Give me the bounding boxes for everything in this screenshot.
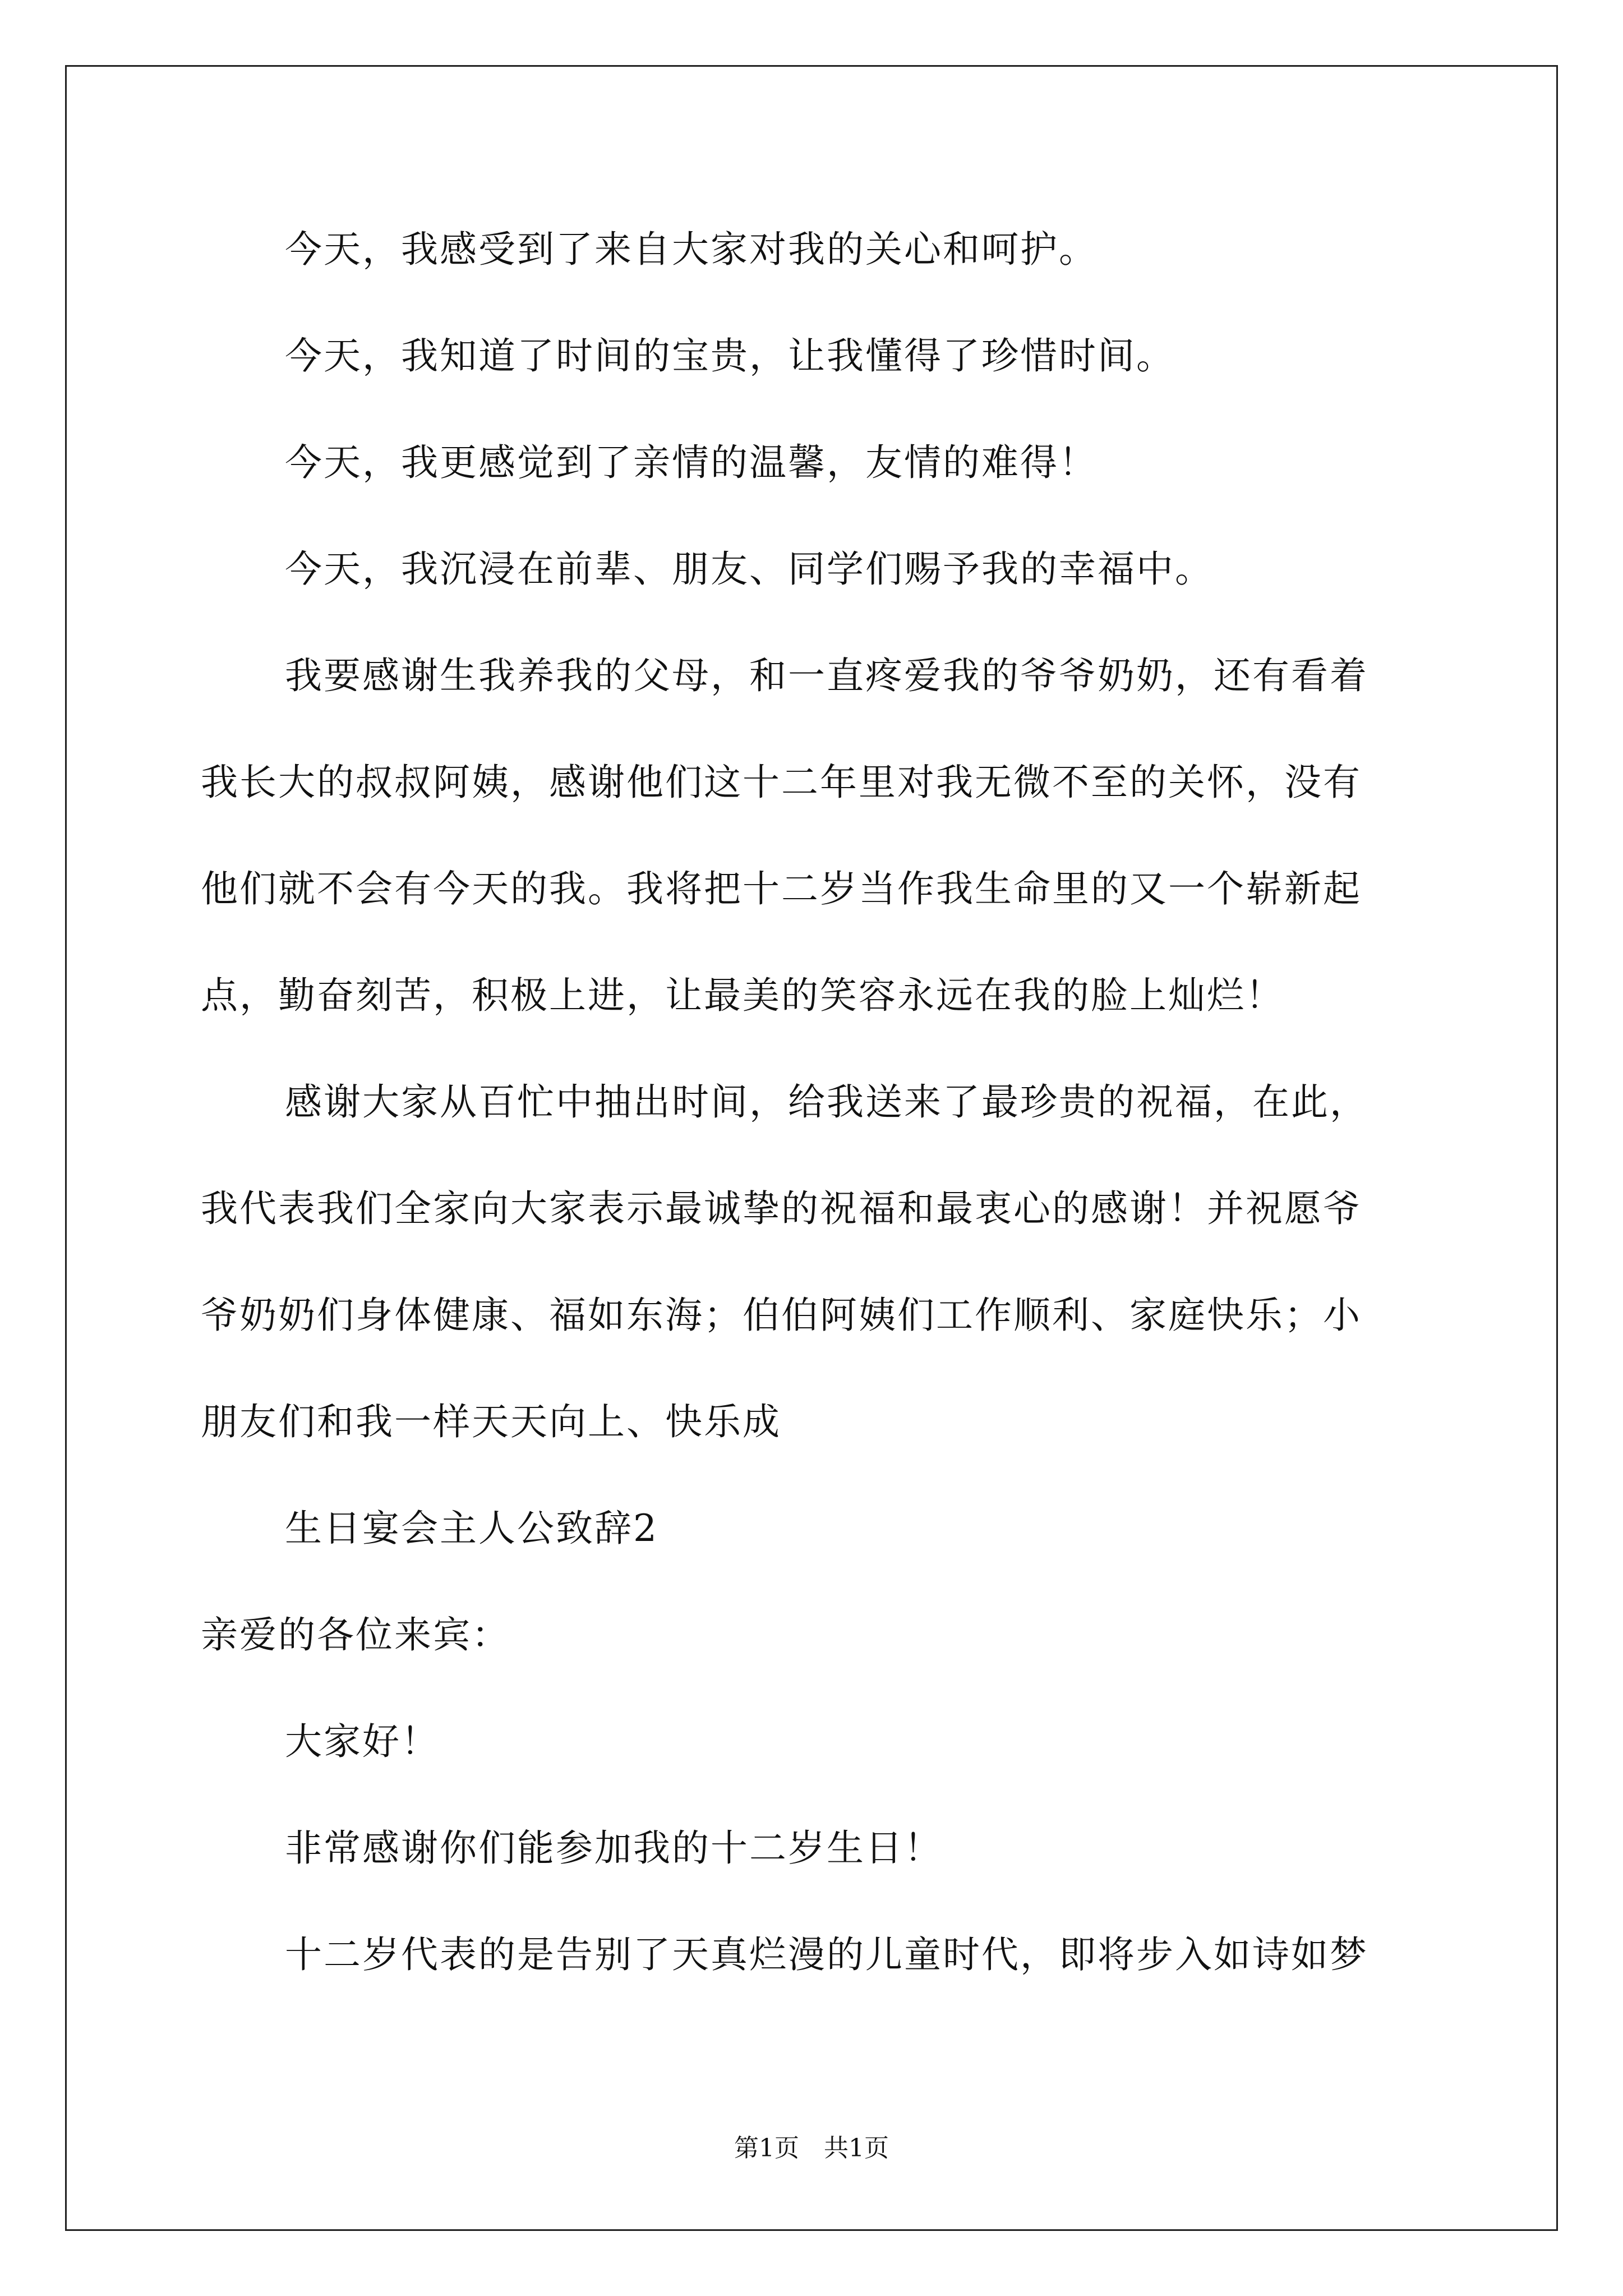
paragraph-line: 我代表我们全家向大家表示最诚挚的祝福和最衷心的感谢！并祝愿爷	[201, 1187, 1362, 1230]
paragraph-line: 非常感谢你们能参加我的十二岁生日！	[285, 1826, 943, 1870]
paragraph-line: 爷奶奶们身体健康、福如东海；伯伯阿姨们工作顺利、家庭快乐；小	[201, 1294, 1362, 1337]
paragraph-line: 今天，我感受到了来自大家对我的关心和呵护。	[285, 228, 1098, 271]
paragraph-line: 朋友们和我一样天天向上、快乐成	[201, 1400, 781, 1443]
greeting: 大家好！	[285, 1720, 440, 1763]
paragraph-line: 感谢大家从百忙中抽出时间，给我送来了最珍贵的祝福，在此，	[285, 1080, 1368, 1124]
paragraph-line: 我长大的叔叔阿姨，感谢他们这十二年里对我无微不至的关怀，没有	[201, 761, 1362, 804]
paragraph-line: 点，勤奋刻苦，积极上进，让最美的笑容永远在我的脸上灿烂！	[201, 974, 1284, 1017]
paragraph-line: 我要感谢生我养我的父母，和一直疼爱我的爷爷奶奶，还有看着	[285, 654, 1368, 697]
paragraph-line: 今天，我沉浸在前辈、朋友、同学们赐予我的幸福中。	[285, 547, 1214, 591]
page-border	[65, 65, 1558, 2231]
salutation: 亲爱的各位来宾：	[201, 1613, 510, 1657]
paragraph-line: 今天，我更感觉到了亲情的温馨，友情的难得！	[285, 441, 1098, 484]
page-footer: 第1页 共1页	[734, 2134, 889, 2162]
section-heading: 生日宴会主人公致辞2	[285, 1507, 658, 1550]
paragraph-line: 他们就不会有今天的我。我将把十二岁当作我生命里的又一个崭新起	[201, 867, 1362, 910]
paragraph-line: 十二岁代表的是告别了天真烂漫的儿童时代，即将步入如诗如梦	[285, 1933, 1368, 1976]
paragraph-line: 今天，我知道了时间的宝贵，让我懂得了珍惜时间。	[285, 334, 1175, 378]
